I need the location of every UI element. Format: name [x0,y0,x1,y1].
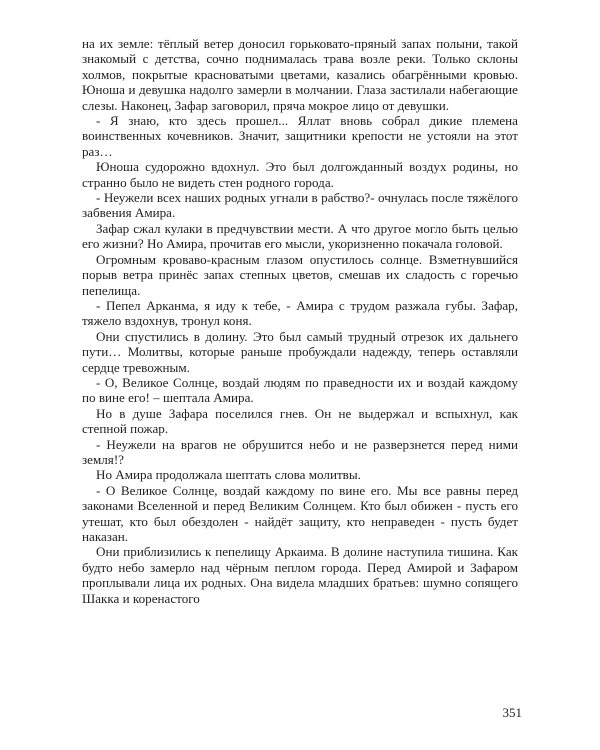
paragraph: Они спустились в долину. Это был самый трудный отрезок их дальнего пути… Молитвы, которые раньше пробуждали надежду, теперь оставляли сердце тревожным. [82,328,518,375]
page-number: 351 [502,705,522,720]
paragraph: - Пепел Арканма, я иду к тебе, - Амира с трудом разжала губы. Зафар, тяжело вздохнув, тронул коня. [82,297,518,329]
paragraph: - О Великое Солнце, воздай каждому по вине его. Мы все равны перед законами Вселенной и перед Великим Солнцем. Кто был обижен - пусть его утешат, кто был обездолен - найдёт защиту, кто неправеден - пусть будет наказан. [82,482,518,544]
paragraph: Они приблизились к пепелищу Аркаима. В долине наступила тишина. Как будто небо замерло над чёрным пеплом города. Перед Амирой и Зафаром проплывали лица их родных. Она видела младших братьев: шумно сопящего Шакка и коренастого [82,544,518,606]
paragraph: Зафар сжал кулаки в предчувствии мести. А что другое могло быть целью его жизни? Но Амира, прочитав его мысли, укоризненно покачала головой. [82,220,518,252]
body-text [82,36,518,606]
paragraph: на их земле: тёплый ветер доносил горьковато-пряный запах полыни, такой знакомый с детства, сочно поднималась трава возле реки. Только склоны холмов, покрытые красноватыми цветами, казались обагрёнными кровью. Юноша и девушка надолго замерли в молчании. Глаза застилали набегающие слезы. Наконец, Зафар заговорил, пряча мокрое лицо от девушки. [82,36,518,113]
paragraph: Но в душе Зафара поселился гнев. Он не выдержал и вспыхнул, как степной пожар. [82,405,518,437]
paragraph: - Неужели на врагов не обрушится небо и не разверзнется перед ними земля!? [82,436,518,467]
paragraph: Огромным кроваво-красным глазом опустилось солнце. Взметнувшийся порыв ветра принёс запах степных цветов, смешав их сладость с горечью пепелища. [82,251,518,298]
paragraph: - Неужели всех наших родных угнали в рабство?- очнулась после тяжёлого забвения Амира. [82,190,518,221]
paragraph: - Я знаю, кто здесь прошел... Яллат вновь собрал дикие племена воинственных кочевников. Значит, защитники крепости не устояли на этот раз… [82,113,518,159]
paragraph: - О, Великое Солнце, воздай людям по праведности их и воздай каждому по вине его! – шептала Амира. [82,374,518,406]
paragraph: Юноша судорожно вдохнул. Это был долгожданный воздух родины, но странно было не видеть стен родного города. [82,159,518,190]
paragraph: Но Амира продолжала шептать слова молитвы. [96,467,361,483]
